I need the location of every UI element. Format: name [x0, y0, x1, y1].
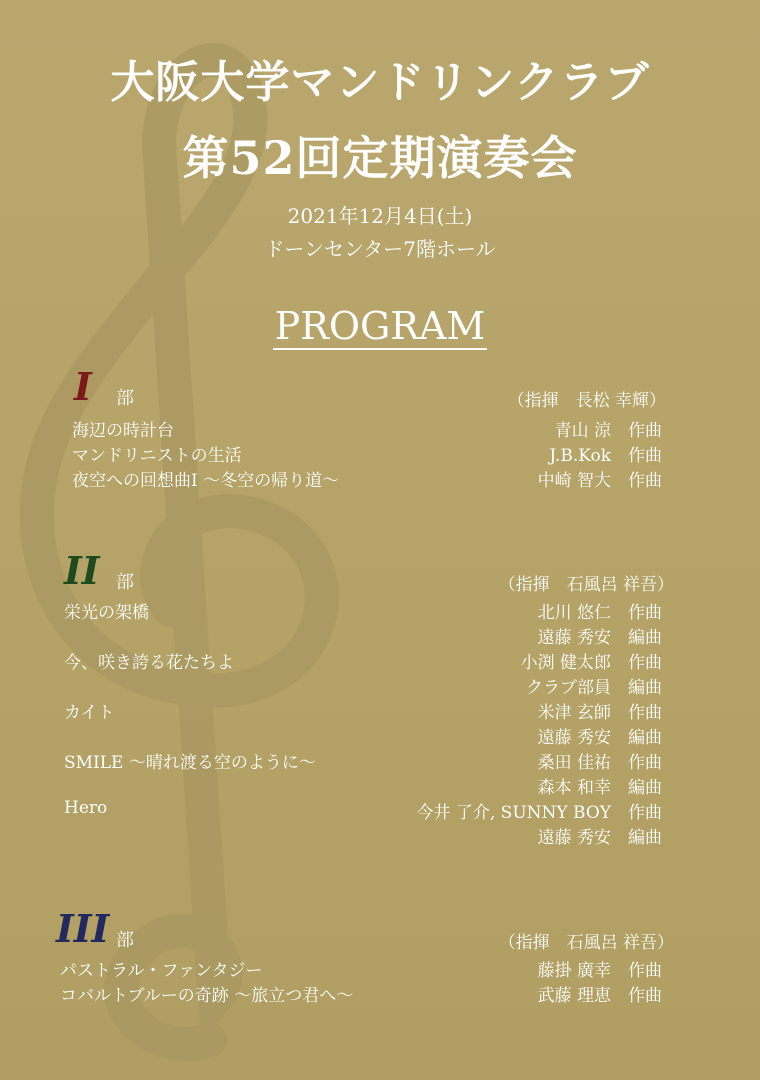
part-3-piece-2-title: コバルトブルーの奇跡 〜旅立つ君へ〜: [60, 986, 354, 1006]
part-1-piece-2-title: マンドリニストの生活: [72, 446, 242, 466]
part-3-label: 部: [116, 930, 134, 951]
part-1-piece-1-credit: 青山 涼 作曲: [554, 421, 662, 441]
part-1-numeral: I: [74, 364, 92, 409]
part-2-row-1-credit: 北川 悠仁 作曲: [537, 603, 662, 623]
part-2-row-5-title: カイト: [64, 703, 115, 723]
part-3-conductor: （指揮 石風呂 祥吾）: [498, 933, 674, 953]
part-2-conductor: （指揮 石風呂 祥吾）: [498, 575, 674, 595]
part-2-row-8-credit: 森本 和幸 編曲: [537, 778, 662, 798]
part-3-piece-2-credit: 武藤 理恵 作曲: [537, 986, 662, 1006]
concert-venue: ドーンセンター7階ホール: [264, 237, 496, 261]
part-2-label: 部: [116, 572, 134, 593]
part-2-row-3-title: 今、咲き誇る花たちよ: [64, 653, 234, 673]
part-2-row-2-credit: 遠藤 秀安 編曲: [537, 628, 662, 648]
part-1-label: 部: [116, 388, 134, 409]
program-heading-text: PROGRAM: [274, 304, 486, 348]
part-1-piece-3-title: 夜空への回想曲I 〜冬空の帰り道〜: [72, 471, 340, 491]
part-2-row-1-title: 栄光の架橋: [64, 603, 149, 623]
part-2-row-6-credit: 遠藤 秀安 編曲: [537, 728, 662, 748]
part-1-piece-2-credit: J.B.Kok 作曲: [549, 446, 662, 466]
part-2-row-9-title: Hero: [64, 798, 108, 818]
part-2-row-5-credit: 米津 玄師 作曲: [537, 703, 662, 723]
concert-date: 2021年12月4日(土): [287, 204, 473, 228]
part-2-row-9-credit: 今井 了介, SUNNY BOY 作曲: [416, 803, 662, 823]
part-2-row-4-credit: クラブ部員 編曲: [526, 678, 662, 698]
program-heading: [0, 304, 760, 348]
club-title: 大阪大学マンドリンクラブ: [110, 57, 650, 108]
concert-title: 第52回定期演奏会: [182, 131, 578, 185]
part-3-piece-1-title: パストラル・ファンタジー: [60, 961, 263, 981]
part-2-numeral: II: [64, 548, 100, 593]
part-1-piece-3-credit: 中崎 智大 作曲: [537, 471, 662, 491]
part-1-conductor: （指揮 長松 幸輝）: [507, 391, 666, 411]
part-2-row-7-credit: 桑田 佳祐 作曲: [537, 753, 662, 773]
part-2-row-3-credit: 小渕 健太郎 作曲: [520, 653, 662, 673]
part-2-row-7-title: SMILE 〜晴れ渡る空のように〜: [64, 753, 316, 773]
part-3-piece-1-credit: 藤掛 廣幸 作曲: [537, 961, 662, 981]
part-3-numeral: III: [56, 906, 110, 951]
part-2-row-10-credit: 遠藤 秀安 編曲: [537, 828, 662, 848]
part-1-piece-1-title: 海辺の時計台: [72, 421, 174, 441]
